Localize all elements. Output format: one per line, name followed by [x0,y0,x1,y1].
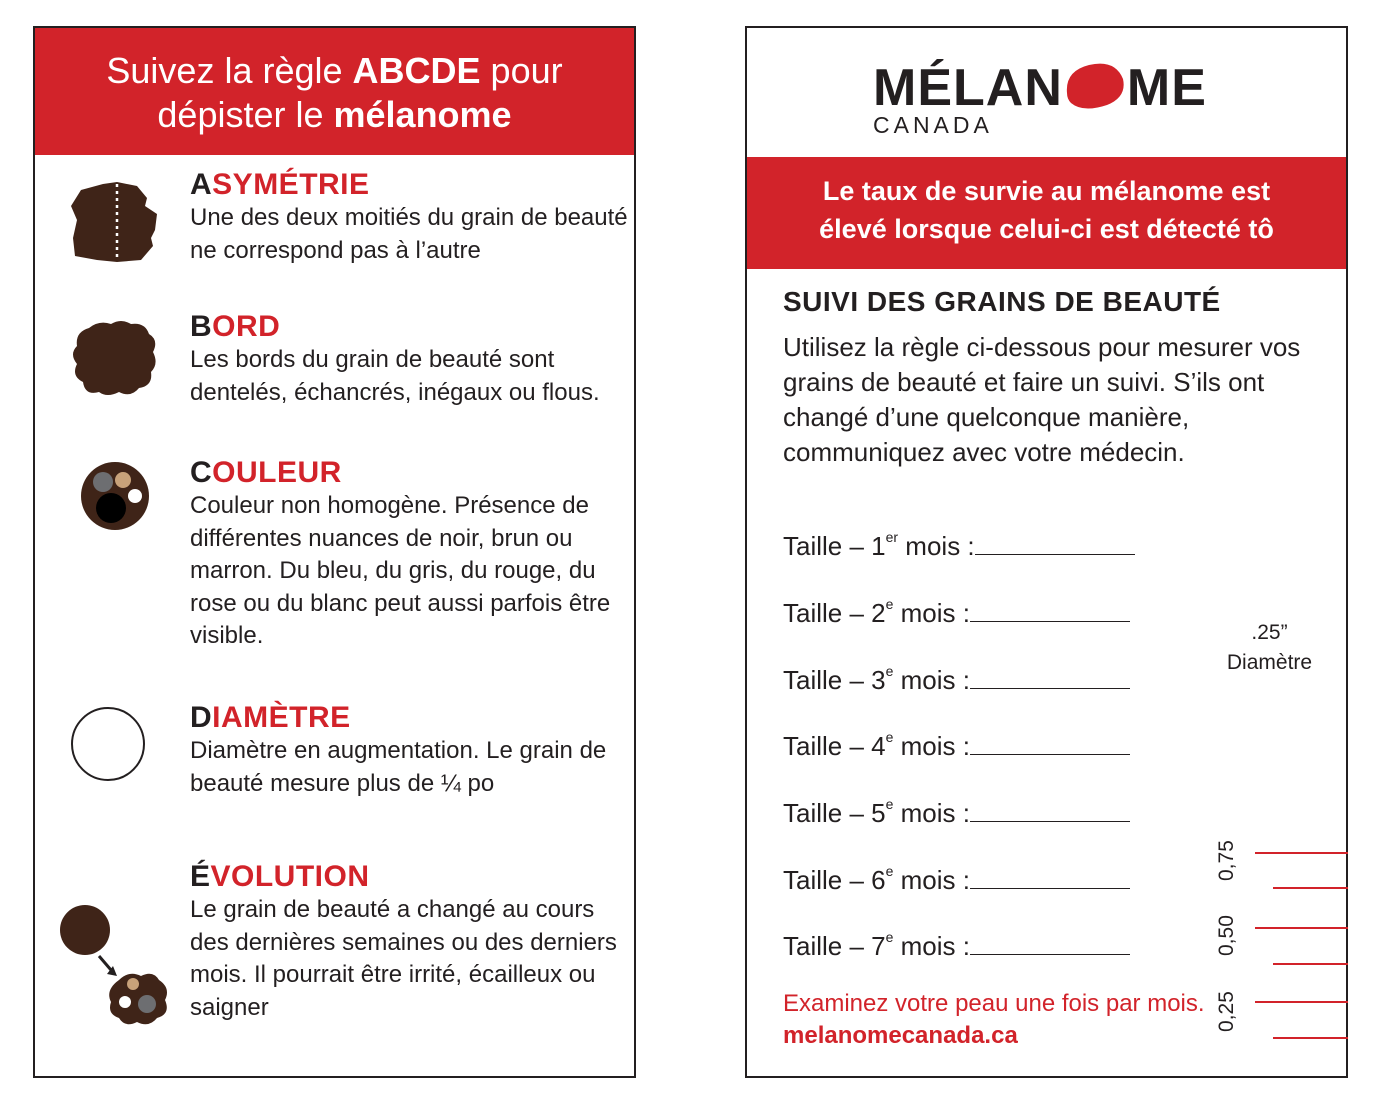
tracking-instructions: Utilisez la règle ci-dessous pour mesurer vos grains de beauté et faire un suivi. S’ils ont changé d’une quelconque manière, communiquez avec votre médecin. [783,332,1301,467]
tracking-title: SUIVI DES GRAINS DE BEAUTÉ [783,286,1221,317]
diameter-label [1187,618,1352,678]
size-blank-field[interactable] [970,595,1130,622]
scale-label-025: 0,25 [1215,991,1238,1032]
rule-title: DIAMÈTRE [190,701,351,734]
logo: MÉLAN ME [873,59,1207,117]
size-month-1: Taille – 1er mois : [783,528,1135,562]
diameter-circle-icon [69,705,147,783]
ruler-tick [1255,927,1348,929]
size-blank-field[interactable] [975,528,1135,555]
ruler-tick [1273,887,1348,889]
rule-text: Couleur non homogène. Présence de différentes nuances de noir, brun ou marron. Du bleu, du gris, du rouge, du rose ou du blanc peut aussi parfois être visible. [190,492,611,649]
survival-banner [747,157,1346,269]
ruler-tick [1255,1001,1348,1003]
size-month-4: Taille – 4e mois : [783,728,1130,762]
size-month-5: Taille – 5e mois : [783,795,1130,829]
ruler-tick [1273,963,1348,965]
size-blank-field[interactable] [970,795,1130,822]
ruler-tick [1273,1037,1348,1039]
rule-title: COULEUR [190,456,342,489]
size-blank-field[interactable] [970,662,1130,689]
tracking-card [745,26,1348,1078]
rule-title: BORD [190,310,281,343]
scale-label-075: 0,75 [1215,840,1238,881]
banner-line-1: Suivez la règle ABCDE pour [106,50,563,91]
banner-line-2: dépister le mélanome [157,94,512,135]
size-blank-field[interactable] [970,928,1130,955]
size-blank-field[interactable] [970,728,1130,755]
size-blank-field[interactable] [970,862,1130,889]
size-month-2: Taille – 2e mois : [783,595,1130,629]
diameter-caption: Diamètre [1226,651,1313,674]
logo-subtitle: CANADA [873,112,993,138]
irregular-border-mole-icon [69,318,159,398]
abcde-card [33,26,636,1078]
diameter-value: .25” [1251,621,1288,644]
size-month-3: Taille – 3e mois : [783,662,1130,696]
banner-line-1: Le taux de survie au mélanome est [822,176,1271,206]
ruler-tick [1255,852,1348,854]
multicolor-mole-icon [79,460,151,532]
abcde-banner [35,28,634,155]
footer-note: Examinez votre peau une fois par mois. melanomecanada.ca [783,990,1205,1049]
rule-text: Diamètre en augmentation. Le grain de beauté mesure plus de ¼ po [190,737,607,797]
asymmetric-mole-icon [67,180,163,264]
rule-title: ÉVOLUTION [190,860,370,893]
size-month-6: Taille – 6e mois : [783,862,1130,896]
evolving-mole-icon [55,904,175,1048]
scale-label-050: 0,50 [1215,915,1238,956]
logo-mole-icon [1063,61,1127,109]
rule-text: Les bords du grain de beauté sont dentelés, échancrés, inégaux ou flous. [190,346,600,406]
banner-line-2: élevé lorsque celui-ci est détecté tô [819,214,1274,244]
rule-text: Une des deux moitiés du grain de beauté ne correspond pas à l’autre [190,204,628,264]
rule-title: ASYMÉTRIE [190,168,370,201]
website-link[interactable]: melanomecanada.ca [783,1022,1018,1049]
rule-text: Le grain de beauté a changé au cours des dernières semaines ou des derniers mois. Il pourrait être irrité, écailleux ou saigner [190,896,617,1021]
size-month-7: Taille – 7e mois : [783,928,1130,962]
